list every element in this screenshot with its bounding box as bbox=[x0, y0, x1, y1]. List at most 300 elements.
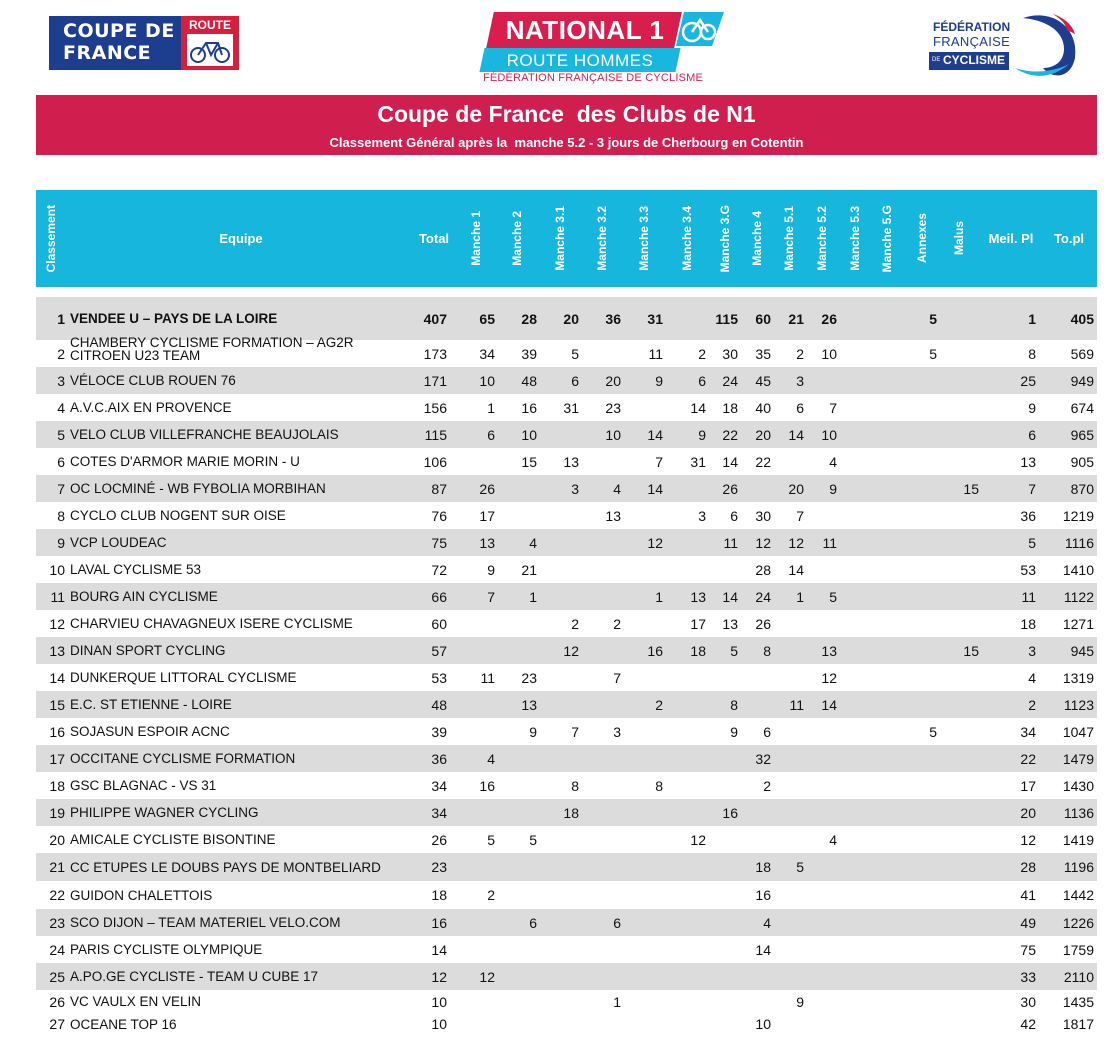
m31-cell bbox=[535, 691, 579, 718]
m2-cell bbox=[493, 990, 537, 1013]
m4-cell: 20 bbox=[755, 426, 771, 443]
m33-cell bbox=[619, 909, 663, 936]
m3g-cell: 9 bbox=[730, 723, 738, 740]
malus-cell bbox=[935, 664, 979, 691]
malus-cell bbox=[935, 556, 979, 583]
m3g-cell: 8 bbox=[730, 696, 738, 713]
ffc-logo-line1: FÉDÉRATION bbox=[933, 20, 1011, 34]
m2-cell bbox=[493, 1013, 537, 1035]
topl-cell: 1219 bbox=[1062, 507, 1094, 524]
m31-cell bbox=[535, 421, 579, 448]
topl-cell: 1136 bbox=[1063, 804, 1094, 821]
m32-cell bbox=[577, 853, 621, 881]
m33-cell: 8 bbox=[655, 777, 663, 794]
team-name-cell: CHAMBERY CYCLISME FORMATION – AG2R CITROEN U23 TEAM bbox=[70, 336, 354, 363]
rank-cell: 11 bbox=[50, 588, 65, 605]
m1-cell: 12 bbox=[479, 968, 495, 985]
m34-cell: 6 bbox=[698, 372, 706, 389]
m2-cell bbox=[493, 963, 537, 990]
topl-cell: 2110 bbox=[1063, 968, 1094, 985]
m51-cell: 14 bbox=[788, 426, 804, 443]
total-cell: 34 bbox=[431, 804, 447, 821]
malus-cell bbox=[935, 502, 979, 529]
m2-cell bbox=[493, 936, 537, 963]
topl-cell: 905 bbox=[1070, 453, 1094, 470]
m32-cell bbox=[577, 1013, 621, 1035]
rank-cell: 18 bbox=[49, 777, 65, 794]
meil-cell: 42 bbox=[1020, 1016, 1036, 1032]
topl-cell: 1442 bbox=[1062, 887, 1094, 903]
col-header-manche3-1: Manche 3.1 bbox=[553, 206, 567, 271]
m51-cell: 1 bbox=[796, 588, 804, 605]
m1-cell: 5 bbox=[487, 831, 495, 848]
ffc-logo-de: DE bbox=[932, 57, 941, 63]
m31-cell bbox=[535, 745, 579, 772]
malus-cell bbox=[935, 448, 979, 475]
standings-table bbox=[36, 190, 1097, 1035]
malus-cell bbox=[935, 936, 979, 963]
m52-cell: 14 bbox=[821, 696, 837, 713]
malus-cell bbox=[935, 881, 979, 909]
meil-cell: 7 bbox=[1028, 480, 1036, 497]
annexes-cell bbox=[893, 826, 937, 853]
m31-cell: 3 bbox=[571, 480, 579, 497]
m4-cell: 35 bbox=[755, 345, 771, 362]
total-cell: 87 bbox=[431, 480, 447, 497]
m4-cell: 10 bbox=[755, 1016, 771, 1032]
m34-cell: 17 bbox=[690, 615, 706, 632]
topl-cell: 569 bbox=[1070, 345, 1094, 362]
m34-cell: 31 bbox=[690, 453, 706, 470]
m31-cell: 13 bbox=[563, 453, 579, 470]
annexes-cell bbox=[893, 1013, 937, 1035]
m52-cell: 26 bbox=[821, 310, 837, 327]
m2-cell bbox=[493, 772, 537, 799]
annexes-cell bbox=[893, 556, 937, 583]
table-row bbox=[36, 990, 1097, 1013]
m2-cell: 39 bbox=[521, 345, 537, 362]
topl-cell: 949 bbox=[1070, 372, 1094, 389]
m1-cell: 2 bbox=[487, 887, 495, 903]
col-header-classement: Classement bbox=[44, 204, 58, 273]
malus-cell bbox=[935, 772, 979, 799]
total-cell: 10 bbox=[431, 993, 447, 1010]
total-cell: 115 bbox=[424, 426, 447, 443]
m31-cell bbox=[535, 963, 579, 990]
malus-cell bbox=[935, 853, 979, 881]
m31-cell: 2 bbox=[571, 615, 579, 632]
m33-cell: 12 bbox=[647, 534, 663, 551]
m3g-cell: 11 bbox=[723, 534, 738, 551]
team-name-cell: E.C. ST ETIENNE - LOIRE bbox=[70, 697, 232, 712]
malus-cell bbox=[935, 610, 979, 637]
ffc-swoosh-icon bbox=[1013, 8, 1083, 87]
rank-cell: 9 bbox=[57, 534, 65, 551]
team-name-cell: LAVAL CYCLISME 53 bbox=[70, 562, 202, 577]
m3g-cell: 13 bbox=[722, 615, 738, 632]
team-name-cell: VELO CLUB VILLEFRANCHE BEAUJOLAIS bbox=[70, 427, 339, 442]
topl-cell: 1196 bbox=[1063, 859, 1094, 875]
total-cell: 57 bbox=[431, 642, 447, 659]
table-row bbox=[36, 691, 1097, 718]
m3g-cell: 14 bbox=[722, 588, 738, 605]
m51-cell: 6 bbox=[796, 399, 804, 416]
col-header-manche2: Manche 2 bbox=[510, 211, 524, 266]
rank-cell: 23 bbox=[49, 914, 65, 931]
m31-cell bbox=[535, 936, 579, 963]
m31-cell: 7 bbox=[571, 723, 579, 740]
meil-cell: 36 bbox=[1020, 507, 1036, 524]
rank-cell: 10 bbox=[49, 561, 65, 578]
topl-cell: 1435 bbox=[1062, 993, 1094, 1010]
m34-cell: 9 bbox=[698, 426, 706, 443]
table-header bbox=[36, 190, 1097, 287]
table-row bbox=[36, 367, 1097, 394]
table-row bbox=[36, 502, 1097, 529]
cyclist-icon bbox=[676, 10, 726, 75]
m2-cell: 4 bbox=[529, 534, 537, 551]
coupe-de-france-logo-text: COUPE DE FRANCE bbox=[63, 20, 175, 64]
rank-cell: 5 bbox=[57, 426, 65, 443]
meil-cell: 5 bbox=[1028, 534, 1036, 551]
m33-cell bbox=[619, 718, 663, 745]
table-row bbox=[36, 529, 1097, 556]
m31-cell bbox=[535, 502, 579, 529]
m33-cell: 7 bbox=[655, 453, 663, 470]
topl-cell: 1122 bbox=[1063, 588, 1094, 605]
annexes-cell bbox=[893, 909, 937, 936]
m31-cell bbox=[535, 529, 579, 556]
annexes-cell bbox=[893, 583, 937, 610]
national1-subtitle: ROUTE HOMMES bbox=[506, 51, 654, 70]
m4-cell: 26 bbox=[755, 615, 771, 632]
table-row bbox=[36, 336, 1097, 367]
col-header-manche3-4: Manche 3.4 bbox=[680, 206, 694, 271]
malus-cell bbox=[935, 799, 979, 826]
m1-cell: 10 bbox=[479, 372, 495, 389]
col-header-manche3-g: Manche 3.G bbox=[718, 204, 732, 273]
meil-cell: 41 bbox=[1020, 887, 1036, 903]
malus-cell bbox=[935, 691, 979, 718]
m32-cell: 20 bbox=[605, 372, 621, 389]
m32-cell: 36 bbox=[605, 310, 621, 327]
title-banner bbox=[36, 95, 1097, 155]
m4-cell: 32 bbox=[755, 750, 771, 767]
m2-cell: 9 bbox=[529, 723, 537, 740]
m2-cell bbox=[493, 745, 537, 772]
annexes-cell bbox=[893, 881, 937, 909]
m32-cell bbox=[577, 583, 621, 610]
team-name-cell: GUIDON CHALETTOIS bbox=[70, 887, 213, 903]
m51-cell: 3 bbox=[796, 372, 804, 389]
m2-cell: 48 bbox=[521, 372, 537, 389]
rank-cell: 16 bbox=[49, 723, 65, 740]
rank-cell: 27 bbox=[49, 1016, 65, 1032]
col-header-meil-pl: Meil. Pl bbox=[988, 231, 1034, 246]
m32-cell bbox=[577, 637, 621, 664]
m51-cell: 11 bbox=[789, 696, 804, 713]
topl-cell: 1226 bbox=[1062, 914, 1094, 931]
m4-cell: 4 bbox=[763, 914, 771, 931]
m33-cell: 16 bbox=[647, 642, 663, 659]
meil-cell: 20 bbox=[1020, 804, 1036, 821]
topl-cell: 1759 bbox=[1062, 941, 1094, 958]
m1-cell bbox=[451, 718, 495, 745]
m51-cell: 9 bbox=[796, 993, 804, 1010]
rank-cell: 20 bbox=[49, 831, 65, 848]
team-name-cell: CYCLO CLUB NOGENT SUR OISE bbox=[70, 508, 286, 523]
m32-cell bbox=[577, 556, 621, 583]
m33-cell: 1 bbox=[655, 588, 663, 605]
meil-cell: 1 bbox=[1028, 310, 1036, 327]
table-body bbox=[36, 297, 1097, 1035]
m2-cell: 15 bbox=[521, 453, 537, 470]
table-row bbox=[36, 297, 1097, 340]
team-name-cell: VÉLOCE CLUB ROUEN 76 bbox=[70, 373, 236, 388]
m33-cell bbox=[619, 881, 663, 909]
annexes-cell bbox=[893, 799, 937, 826]
m1-cell: 13 bbox=[479, 534, 495, 551]
page-subtitle: Classement Général après la manche 5.2 - 3 jours de Cherbourg en Cotentin bbox=[329, 135, 804, 150]
col-header-manche3-2: Manche 3.2 bbox=[595, 206, 609, 271]
annexes-cell: 5 bbox=[929, 310, 937, 327]
topl-cell: 945 bbox=[1070, 642, 1094, 659]
m51-cell: 14 bbox=[788, 561, 804, 578]
meil-cell: 30 bbox=[1020, 993, 1036, 1010]
meil-cell: 9 bbox=[1028, 399, 1036, 416]
meil-cell: 6 bbox=[1028, 426, 1036, 443]
topl-cell: 1430 bbox=[1062, 777, 1094, 794]
table-row bbox=[36, 799, 1097, 826]
topl-cell: 674 bbox=[1070, 399, 1094, 416]
team-name-cell: SCO DIJON – TEAM MATERIEL VELO.COM bbox=[70, 915, 341, 930]
meil-cell: 12 bbox=[1020, 831, 1036, 848]
rank-cell: 25 bbox=[49, 968, 65, 985]
m2-cell bbox=[493, 853, 537, 881]
m33-cell bbox=[619, 664, 663, 691]
col-header-manche3-3: Manche 3.3 bbox=[637, 206, 651, 271]
annexes-cell bbox=[893, 367, 937, 394]
rank-cell: 13 bbox=[49, 642, 65, 659]
m31-cell bbox=[535, 990, 579, 1013]
m2-cell: 16 bbox=[521, 399, 537, 416]
m33-cell: 14 bbox=[647, 480, 663, 497]
meil-cell: 11 bbox=[1021, 588, 1036, 605]
m31-cell: 12 bbox=[563, 642, 579, 659]
rank-cell: 8 bbox=[57, 507, 65, 524]
malus-cell bbox=[935, 583, 979, 610]
m3g-cell: 115 bbox=[715, 310, 738, 327]
table-row bbox=[36, 448, 1097, 475]
meil-cell: 3 bbox=[1028, 642, 1036, 659]
table-row bbox=[36, 936, 1097, 963]
col-header-equipe: Equipe bbox=[219, 231, 263, 246]
m33-cell bbox=[619, 556, 663, 583]
malus-cell bbox=[935, 826, 979, 853]
total-cell: 407 bbox=[423, 310, 447, 327]
annexes-cell: 5 bbox=[929, 723, 937, 740]
m32-cell: 6 bbox=[613, 914, 621, 931]
total-cell: 75 bbox=[431, 534, 447, 551]
table-row bbox=[36, 583, 1097, 610]
m32-cell bbox=[577, 745, 621, 772]
m33-cell: 2 bbox=[655, 696, 663, 713]
m32-cell: 10 bbox=[605, 426, 621, 443]
annexes-cell: 5 bbox=[929, 345, 937, 362]
m1-cell: 65 bbox=[479, 310, 495, 327]
m33-cell bbox=[619, 826, 663, 853]
team-name-cell: AMICALE CYCLISTE BISONTINE bbox=[70, 832, 276, 847]
total-cell: 34 bbox=[431, 777, 447, 794]
total-cell: 66 bbox=[431, 588, 447, 605]
table-row bbox=[36, 881, 1097, 909]
page-title: Coupe de France des Clubs de N1 bbox=[377, 101, 756, 127]
m2-cell: 6 bbox=[529, 914, 537, 931]
col-header-manche1: Manche 1 bbox=[469, 211, 483, 266]
ffc-logo-line2: FRANÇAISE bbox=[933, 34, 1011, 49]
table-row bbox=[36, 772, 1097, 799]
meil-cell: 49 bbox=[1020, 914, 1036, 931]
malus-cell bbox=[935, 718, 979, 745]
topl-cell: 1817 bbox=[1062, 1016, 1094, 1032]
meil-cell: 53 bbox=[1020, 561, 1036, 578]
topl-cell: 1123 bbox=[1063, 696, 1094, 713]
total-cell: 173 bbox=[423, 345, 447, 362]
topl-cell: 1047 bbox=[1062, 723, 1094, 740]
m51-cell: 7 bbox=[796, 507, 804, 524]
m32-cell: 2 bbox=[613, 615, 621, 632]
national1-title: NATIONAL 1 bbox=[505, 15, 665, 45]
m2-cell bbox=[493, 799, 537, 826]
col-header-annexes: Annexes bbox=[915, 213, 929, 264]
m32-cell: 23 bbox=[605, 399, 621, 416]
bicycle-icon bbox=[187, 34, 233, 66]
table-row bbox=[36, 556, 1097, 583]
total-cell: 14 bbox=[431, 941, 447, 958]
topl-cell: 405 bbox=[1070, 310, 1094, 327]
col-header-manche5-g: Manche 5.G bbox=[880, 204, 894, 273]
route-badge-text: ROUTE bbox=[189, 18, 231, 32]
m33-cell bbox=[619, 394, 663, 421]
table-row bbox=[36, 610, 1097, 637]
total-cell: 26 bbox=[431, 831, 447, 848]
m4-cell: 2 bbox=[763, 777, 771, 794]
m32-cell bbox=[577, 936, 621, 963]
m1-cell bbox=[451, 799, 495, 826]
m32-cell bbox=[577, 799, 621, 826]
national1-federation: FÉDÉRATION FRANÇAISE DE CYCLISME bbox=[482, 72, 704, 84]
rank-cell: 19 bbox=[49, 804, 65, 821]
m4-cell: 24 bbox=[755, 588, 771, 605]
meil-cell: 8 bbox=[1028, 345, 1036, 362]
m1-cell: 16 bbox=[479, 777, 495, 794]
malus-cell: 15 bbox=[963, 642, 979, 659]
m33-cell bbox=[619, 963, 663, 990]
table-row bbox=[36, 745, 1097, 772]
m31-cell: 18 bbox=[563, 804, 579, 821]
m32-cell bbox=[577, 529, 621, 556]
rank-cell: 22 bbox=[49, 887, 65, 903]
table-row bbox=[36, 963, 1097, 990]
m34-cell: 18 bbox=[690, 642, 706, 659]
m33-cell: 9 bbox=[655, 372, 663, 389]
team-name-cell: VENDEE U – PAYS DE LA LOIRE bbox=[70, 311, 278, 326]
meil-cell: 18 bbox=[1020, 615, 1036, 632]
malus-cell: 15 bbox=[963, 480, 979, 497]
m32-cell: 13 bbox=[605, 507, 621, 524]
malus-cell bbox=[935, 909, 979, 936]
topl-cell: 965 bbox=[1070, 426, 1094, 443]
malus-cell bbox=[935, 367, 979, 394]
total-cell: 12 bbox=[431, 968, 447, 985]
m31-cell: 20 bbox=[563, 310, 579, 327]
m32-cell bbox=[577, 340, 621, 367]
annexes-cell bbox=[893, 963, 937, 990]
m33-cell bbox=[619, 502, 663, 529]
m31-cell bbox=[535, 583, 579, 610]
m1-cell: 4 bbox=[487, 750, 495, 767]
m2-cell bbox=[493, 475, 537, 502]
m34-cell: 14 bbox=[690, 399, 706, 416]
m32-cell bbox=[577, 963, 621, 990]
annexes-cell bbox=[893, 691, 937, 718]
m1-cell bbox=[451, 448, 495, 475]
team-name-cell: SOJASUN ESPOIR ACNC bbox=[70, 724, 230, 739]
meil-cell: 25 bbox=[1020, 372, 1036, 389]
m31-cell: 5 bbox=[571, 345, 579, 362]
m3g-cell: 30 bbox=[722, 345, 738, 362]
malus-cell bbox=[935, 529, 979, 556]
table-row bbox=[36, 718, 1097, 745]
m2-cell bbox=[493, 610, 537, 637]
annexes-cell bbox=[893, 745, 937, 772]
m1-cell: 34 bbox=[479, 345, 495, 362]
m2-cell bbox=[493, 502, 537, 529]
col-header-total: Total bbox=[418, 231, 450, 246]
m32-cell: 3 bbox=[613, 723, 621, 740]
team-name-cell: A.V.C.AIX EN PROVENCE bbox=[70, 400, 232, 415]
col-header-manche5-2: Manche 5.2 bbox=[815, 206, 829, 271]
col-header-malus: Malus bbox=[952, 221, 966, 256]
m32-cell: 7 bbox=[613, 669, 621, 686]
team-name-cell: GSC BLAGNAC - VS 31 bbox=[70, 778, 217, 793]
m31-cell bbox=[535, 909, 579, 936]
annexes-cell bbox=[893, 610, 937, 637]
table-row bbox=[36, 394, 1097, 421]
m33-cell bbox=[619, 799, 663, 826]
annexes-cell bbox=[893, 475, 937, 502]
m51-cell: 20 bbox=[788, 480, 804, 497]
team-name-cell: A.PO.GE CYCLISTE - TEAM U CUBE 17 bbox=[70, 969, 319, 984]
team-name-cell: BOURG AIN CYCLISME bbox=[70, 589, 218, 604]
m4-cell: 16 bbox=[755, 887, 771, 903]
m2-cell bbox=[493, 881, 537, 909]
m51-cell: 5 bbox=[796, 859, 804, 875]
m2-cell: 1 bbox=[529, 588, 537, 605]
meil-cell: 28 bbox=[1020, 859, 1036, 875]
m4-cell: 40 bbox=[755, 399, 771, 416]
m33-cell bbox=[619, 853, 663, 881]
m31-cell bbox=[535, 853, 579, 881]
total-cell: 48 bbox=[431, 696, 447, 713]
m51-cell: 2 bbox=[796, 345, 804, 362]
m1-cell bbox=[451, 909, 495, 936]
malus-cell bbox=[935, 963, 979, 990]
m3g-cell: 26 bbox=[722, 480, 738, 497]
meil-cell: 33 bbox=[1020, 968, 1036, 985]
team-name-cell: COTES D'ARMOR MARIE MORIN - U bbox=[70, 454, 300, 469]
annexes-cell bbox=[893, 394, 937, 421]
